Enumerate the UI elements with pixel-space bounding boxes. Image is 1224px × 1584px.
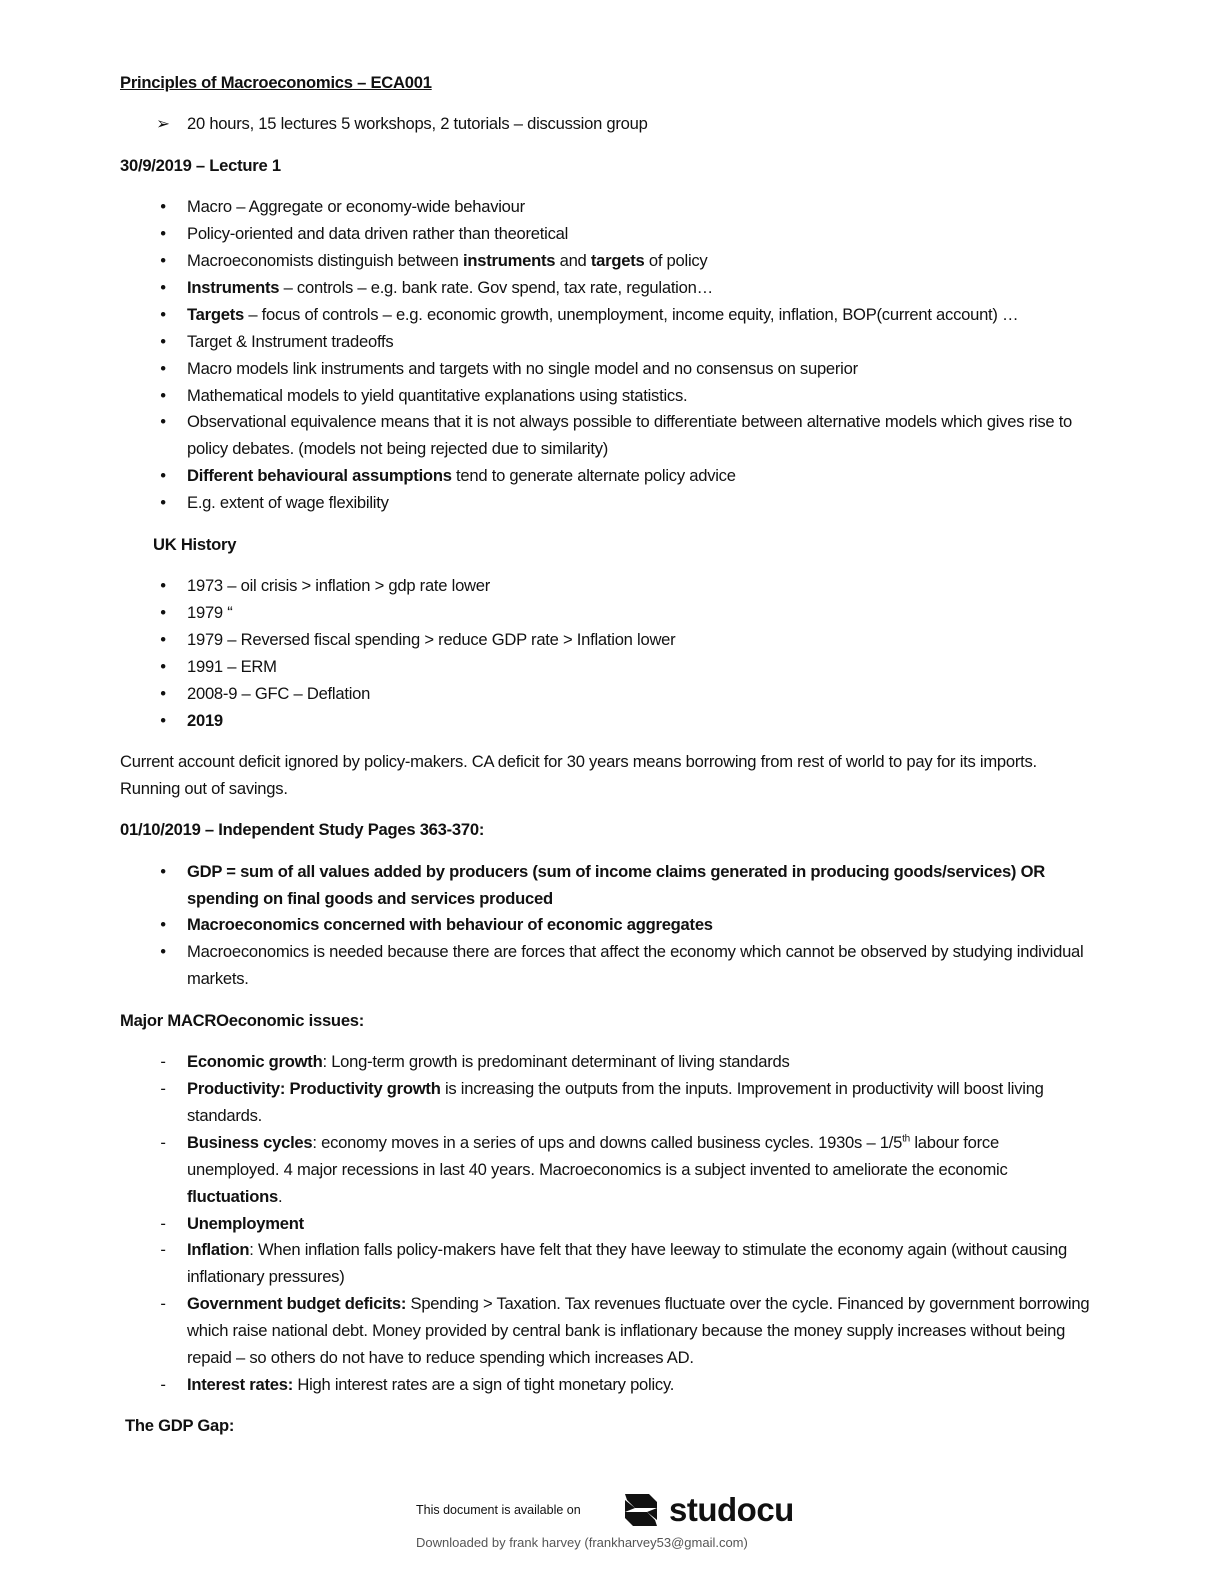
list-item bbox=[120, 1291, 1095, 1372]
studocu-logo-icon bbox=[619, 1488, 663, 1532]
bullet-marker-icon: • bbox=[160, 602, 166, 622]
bold-text: Unemployment bbox=[187, 1213, 304, 1233]
text-segment: Observational equivalence means that it is not always possible to differentiate between alternative models which gives rise to policy debates. (models not being rejected due to similarity) bbox=[187, 412, 1073, 459]
list-item bbox=[120, 1049, 1095, 1076]
text-segment: 1991 – ERM bbox=[187, 656, 277, 676]
text-segment: : economy moves in a series of ups and downs called business cycles. 1930s – 1/5 bbox=[312, 1132, 903, 1152]
bullet-marker-icon: - bbox=[160, 1079, 166, 1098]
bullet-list bbox=[120, 111, 1095, 138]
list-item bbox=[120, 329, 1095, 356]
list-item bbox=[120, 383, 1095, 410]
bold-text: Business cycles bbox=[187, 1132, 313, 1152]
text-segment: labour force unemployed. 4 major recessions in last 40 years. Macroeconomics is a subject invented to ameliorate the economic bbox=[187, 1132, 1008, 1179]
text-segment: Policy-oriented and data driven rather than theoretical bbox=[187, 224, 569, 244]
text-segment: Macroeconomists distinguish between bbox=[187, 251, 464, 271]
bullet-marker-icon: • bbox=[160, 197, 166, 217]
bold-text: Interest rates: bbox=[187, 1374, 293, 1394]
list-item bbox=[120, 912, 1095, 939]
list-item bbox=[120, 627, 1095, 654]
list-item bbox=[120, 194, 1095, 221]
list-item bbox=[120, 248, 1095, 275]
section-heading bbox=[120, 532, 1095, 559]
list-item bbox=[120, 859, 1095, 913]
list-item bbox=[120, 1130, 1095, 1211]
text-segment: : Long-term growth is predominant determinant of living standards bbox=[322, 1052, 790, 1072]
text-segment: and bbox=[555, 251, 591, 271]
text-segment: – focus of controls – e.g. economic growth, unemployment, income equity, inflation, BOP(current account) … bbox=[243, 304, 1019, 324]
list-item bbox=[120, 1211, 1095, 1238]
bullet-marker-icon: - bbox=[160, 1294, 166, 1314]
text-segment: The GDP Gap: bbox=[125, 1416, 235, 1436]
list-item bbox=[120, 409, 1095, 463]
bold-text: fluctuations bbox=[187, 1186, 279, 1206]
section-heading bbox=[120, 1008, 1095, 1035]
bullet-list bbox=[120, 1049, 1095, 1399]
bullet-marker-icon: • bbox=[160, 861, 166, 881]
text-segment: 1973 – oil crisis > inflation > gdp rate lower bbox=[187, 576, 491, 595]
text-segment: 01/10/2019 – Independent Study Pages 363-370: bbox=[120, 820, 485, 840]
text-segment: – controls – e.g. bank rate. Gov spend, tax rate, regulation… bbox=[279, 277, 713, 297]
bold-text: Inflation bbox=[187, 1240, 250, 1260]
bold-text: Economic growth bbox=[187, 1052, 323, 1072]
bullet-marker-icon: • bbox=[160, 493, 166, 513]
bold-text: GDP = sum of all values added by producers (sum of income claims generated in producing goods/services) OR spending on final goods and services produced bbox=[187, 861, 1045, 908]
bullet-marker-icon: • bbox=[160, 710, 166, 730]
studocu-logo-text: studocu bbox=[669, 1491, 794, 1528]
text-segment: Major MACROeconomic issues: bbox=[120, 1010, 365, 1030]
text-segment: of policy bbox=[644, 251, 708, 271]
document-body bbox=[120, 70, 1095, 1455]
text-segment: Spending > Taxation. Tax revenues fluctuate over the cycle. Financed by government borrowing which raise national debt. Money provided by central bank is inflationary because the money supply increases without being repaid – so others do not have to reduce spending which increases AD. bbox=[187, 1294, 1090, 1368]
text-segment: . bbox=[278, 1186, 283, 1206]
studocu-logo[interactable] bbox=[619, 1488, 794, 1532]
bullet-list bbox=[120, 859, 1095, 994]
text-segment: 2008-9 – GFC – Deflation bbox=[187, 683, 371, 703]
text-segment: High interest rates are a sign of tight monetary policy. bbox=[293, 1374, 675, 1394]
list-item bbox=[120, 573, 1095, 600]
list-item bbox=[120, 939, 1095, 993]
list-item bbox=[120, 600, 1095, 627]
text-segment: Target & Instrument tradeoffs bbox=[187, 331, 394, 351]
bullet-marker-icon: • bbox=[160, 942, 166, 962]
bullet-marker-icon: ➢ bbox=[156, 114, 170, 134]
bold-text: targets bbox=[590, 251, 645, 271]
list-item bbox=[120, 1372, 1095, 1399]
bullet-marker-icon: • bbox=[160, 331, 166, 351]
bold-text: 2019 bbox=[187, 710, 223, 730]
bullet-marker-icon: - bbox=[160, 1132, 166, 1152]
bold-text: Government budget deficits: bbox=[187, 1294, 407, 1314]
bullet-marker-icon: • bbox=[160, 656, 166, 676]
section-heading bbox=[120, 153, 1095, 180]
text-segment: tend to generate alternate policy advice bbox=[451, 466, 736, 486]
text-segment: 1979 “ bbox=[187, 602, 233, 622]
bullet-marker-icon: - bbox=[160, 1240, 166, 1260]
list-item bbox=[120, 302, 1095, 329]
text-segment: Macro models link instruments and targets with no single model and no consensus on superior bbox=[187, 358, 858, 378]
bullet-marker-icon: - bbox=[160, 1213, 166, 1233]
bold-text: Macroeconomics concerned with behaviour of economic aggregates bbox=[187, 915, 713, 935]
list-item bbox=[120, 654, 1095, 681]
bullet-marker-icon: • bbox=[160, 683, 166, 703]
paragraph bbox=[120, 749, 1095, 803]
bullet-marker-icon: - bbox=[160, 1052, 166, 1072]
list-item bbox=[120, 356, 1095, 383]
text-segment: 1979 – Reversed fiscal spending > reduce GDP rate > Inflation lower bbox=[187, 629, 676, 649]
list-item bbox=[120, 111, 1095, 138]
downloaded-by-text: Downloaded by frank harvey (frankharvey53@gmail.com) bbox=[416, 1535, 748, 1550]
text-segment: Macro – Aggregate or economy-wide behaviour bbox=[187, 197, 525, 217]
bullet-marker-icon: • bbox=[160, 385, 166, 405]
text-segment: E.g. extent of wage flexibility bbox=[187, 493, 389, 513]
text-segment: th bbox=[902, 1133, 910, 1145]
bullet-list bbox=[120, 194, 1095, 517]
text-segment: : When inflation falls policy-makers have felt that they have leeway to stimulate the economy again (without causing inflationary pressures) bbox=[187, 1240, 1067, 1287]
text-segment: 30/9/2019 – Lecture 1 bbox=[120, 155, 281, 175]
list-item bbox=[120, 275, 1095, 302]
bullet-marker-icon: • bbox=[160, 629, 166, 649]
bold-text: instruments bbox=[463, 251, 556, 271]
bold-text: Different behavioural assumptions bbox=[187, 466, 452, 486]
bullet-marker-icon: • bbox=[160, 277, 166, 297]
bullet-marker-icon: • bbox=[160, 304, 166, 324]
text-segment: Mathematical models to yield quantitative explanations using statistics. bbox=[187, 385, 688, 405]
availability-text: This document is available on bbox=[416, 1503, 581, 1517]
text-segment: Principles of Macroeconomics – ECA001 bbox=[120, 73, 432, 92]
list-item bbox=[120, 221, 1095, 248]
text-segment: Macroeconomics is needed because there are forces that affect the economy which cannot be observed by studying individual markets. bbox=[187, 942, 1084, 989]
bullet-marker-icon: • bbox=[160, 251, 166, 271]
bold-text: Instruments bbox=[187, 277, 280, 297]
list-item bbox=[120, 1237, 1095, 1291]
list-item bbox=[120, 490, 1095, 517]
bullet-marker-icon: • bbox=[160, 358, 166, 378]
list-item bbox=[120, 681, 1095, 708]
list-item bbox=[120, 1076, 1095, 1130]
text-segment: 20 hours, 15 lectures 5 workshops, 2 tutorials – discussion group bbox=[187, 114, 648, 134]
text-segment: Current account deficit ignored by policy-makers. CA deficit for 30 years means borrowing from rest of world to pay for its imports. Running out of savings. bbox=[120, 751, 1037, 798]
bullet-marker-icon: • bbox=[160, 466, 166, 486]
bullet-marker-icon: - bbox=[160, 1374, 166, 1394]
list-item bbox=[120, 708, 1095, 735]
section-heading bbox=[120, 817, 1095, 844]
text-segment: is increasing the outputs from the inputs. Improvement in productivity will boost living standards. bbox=[187, 1079, 1044, 1125]
bullet-marker-icon: • bbox=[160, 224, 166, 244]
section-heading bbox=[120, 1413, 1095, 1440]
bold-text: Productivity: Productivity growth bbox=[187, 1079, 441, 1098]
bullet-marker-icon: • bbox=[160, 576, 166, 595]
bullet-list bbox=[120, 573, 1095, 734]
bold-text: Targets bbox=[187, 304, 244, 324]
list-item bbox=[120, 463, 1095, 490]
bullet-marker-icon: • bbox=[160, 412, 166, 432]
bullet-marker-icon: • bbox=[160, 915, 166, 935]
section-heading bbox=[120, 70, 1095, 97]
text-segment: UK History bbox=[153, 534, 237, 554]
